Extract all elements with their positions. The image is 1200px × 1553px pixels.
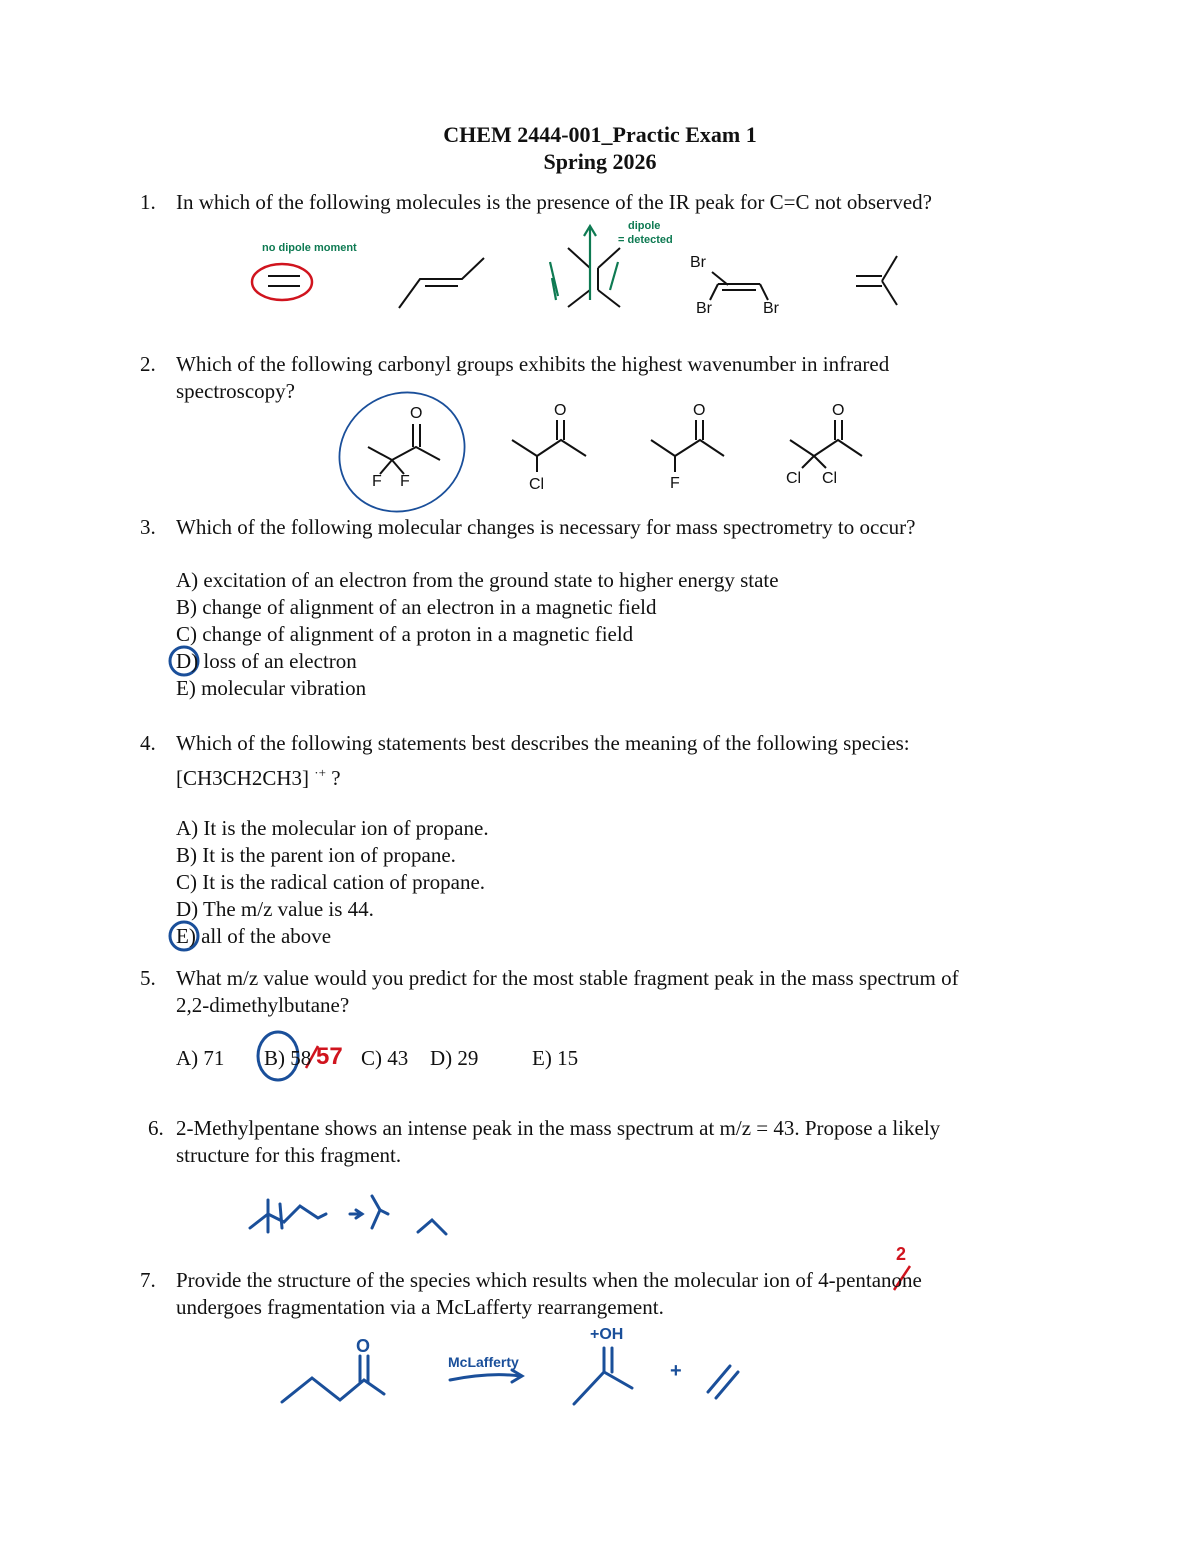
question-2-number: 2.	[140, 352, 156, 376]
q2-atom-cl: Cl	[529, 476, 545, 493]
q6-drawing	[250, 1196, 446, 1234]
q2-atom-cl: Cl	[786, 470, 802, 487]
question-4-option-b: B) It is the parent ion of propane.	[176, 843, 456, 867]
question-4-option-c: C) It is the radical cation of propane.	[176, 870, 486, 894]
question-7-text-cont: undergoes fragmentation via a McLafferty rearrangement.	[176, 1295, 664, 1319]
q2-atom-o: O	[554, 402, 567, 419]
q1-2-butene	[399, 258, 484, 308]
q1-note-no-dipole: no dipole moment	[262, 242, 357, 254]
q1-isomer	[568, 248, 620, 307]
question-4-option-a: A) It is the molecular ion of propane.	[176, 816, 489, 840]
question-2-text: Which of the following carbonyl groups exhibits the highest wavenumber in infrared	[176, 352, 890, 376]
question-5-option-b: B) 58	[264, 1046, 312, 1070]
page-title: CHEM 2444-001_Practic Exam 1	[443, 122, 757, 147]
question-6-number: 6.	[148, 1116, 164, 1140]
q2-fluoro	[651, 420, 724, 472]
question-7-text	[176, 1267, 922, 1294]
q7-plus: +	[670, 1360, 682, 1382]
question-5-option-d: D) 29	[430, 1046, 479, 1070]
q2-atom-f: F	[670, 475, 680, 492]
q7-oxygen: O	[356, 1336, 371, 1356]
q2-atom-f: F	[372, 473, 382, 490]
species-charge: ·+	[314, 765, 326, 780]
question-6-text-cont: structure for this fragment.	[176, 1143, 402, 1167]
q2-atom-f: F	[400, 473, 410, 490]
q7-struck-digit: 4	[818, 1268, 829, 1292]
question-3-option-e: E) molecular vibration	[176, 676, 367, 700]
question-5-number: 5.	[140, 966, 156, 990]
q7-arrow-label: McLafferty	[448, 1354, 519, 1370]
q2-atom-o: O	[832, 402, 845, 419]
q2-atom-o: O	[410, 405, 423, 422]
question-1-text: In which of the following molecules is the presence of the IR peak for C=C not observed?	[176, 190, 932, 214]
question-7-number: 7.	[140, 1268, 156, 1292]
q7-text-b: -pentanone	[828, 1268, 922, 1292]
q5-handwritten-answer: 57	[316, 1043, 343, 1070]
q1-red-circle	[252, 264, 312, 300]
question-3-text: Which of the following molecular changes is necessary for mass spectrometry to occur?	[176, 515, 916, 539]
q1-note-detected: = detected	[618, 234, 673, 246]
q1-atom-br: Br	[696, 300, 712, 317]
q1-isobutylene	[856, 256, 897, 305]
q2-atom-o: O	[693, 402, 706, 419]
question-5-text: What m/z value would you predict for the most stable fragment peak in the mass spectrum of	[176, 966, 959, 990]
q1-atom-br: Br	[763, 300, 779, 317]
page-subtitle: Spring 2026	[543, 149, 657, 174]
question-2-text-cont: spectroscopy?	[176, 379, 295, 403]
question-4-number: 4.	[140, 731, 156, 755]
question-5-text-cont: 2,2-dimethylbutane?	[176, 993, 350, 1017]
species-formula: [CH3CH2CH3]	[176, 766, 310, 790]
q1-note-dipole: dipole	[628, 220, 661, 232]
question-4-option-e: E) all of the above	[176, 924, 332, 948]
species-tail: ?	[325, 766, 341, 790]
q7-correction: 2	[896, 1244, 907, 1264]
question-5-option-a: A) 71	[176, 1046, 225, 1070]
q2-difluoro	[368, 424, 440, 474]
question-5-option-c: C) 43	[361, 1046, 409, 1070]
q1-tribromoethene	[710, 272, 768, 300]
q1-atom-br: Br	[690, 254, 706, 271]
q2-atom-cl: Cl	[822, 470, 838, 487]
q1-ethene	[268, 276, 300, 286]
question-4-option-d: D) The m/z value is 44.	[176, 897, 374, 921]
q2-chloro	[512, 420, 586, 472]
question-6-text: 2-Methylpentane shows an intense peak in the mass spectrum at m/z = 43. Propose a likely	[176, 1116, 941, 1140]
question-4-species	[176, 759, 341, 792]
question-1-number: 1.	[140, 190, 156, 214]
q2-blue-circle	[318, 370, 487, 534]
q7-text-a: Provide the structure of the species which results when the molecular ion of	[176, 1268, 819, 1292]
question-3-option-b: B) change of alignment of an electron in a magnetic field	[176, 595, 657, 619]
question-3-number: 3.	[140, 515, 156, 539]
question-3-option-c: C) change of alignment of a proton in a magnetic field	[176, 622, 634, 646]
question-4-text: Which of the following statements best describes the meaning of the following species:	[176, 731, 910, 755]
q7-product-oh: +OH	[590, 1326, 624, 1343]
question-3-option-a: A) excitation of an electron from the ground state to higher energy state	[176, 568, 779, 592]
question-5-option-e: E) 15	[532, 1046, 579, 1070]
question-3-option-d: D) loss of an electron	[176, 649, 357, 673]
q2-dichloro	[790, 420, 862, 468]
